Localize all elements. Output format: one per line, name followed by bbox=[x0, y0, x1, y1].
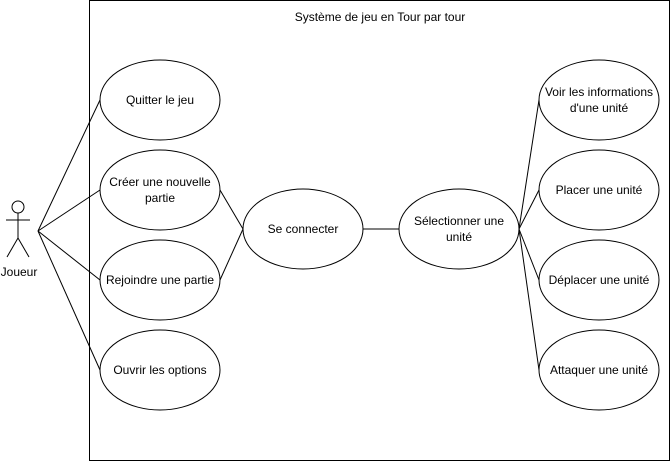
stick-figure-icon bbox=[6, 201, 30, 257]
use-case-attaquer-label-line: Attaquer une unité bbox=[549, 363, 649, 377]
use-case-deplacer-label-line: Déplacer une unité bbox=[548, 273, 650, 287]
use-case-rejoindre-label-line: Rejoindre une partie bbox=[105, 273, 215, 287]
use-case-deplacer-label bbox=[549, 273, 650, 287]
use-case-options-label bbox=[113, 363, 206, 377]
actor-joueur[interactable] bbox=[1, 201, 38, 279]
use-case-voir[interactable] bbox=[539, 60, 659, 140]
actor-label: Joueur bbox=[0, 265, 38, 279]
use-case-quitter-label-line: Quitter le jeu bbox=[125, 93, 195, 107]
system-title: Système de jeu en Tour par tour bbox=[294, 10, 466, 24]
use-case-selectionner-label-line: Sélectionner une bbox=[413, 214, 505, 228]
use-case-voir-label-line: d'une unité bbox=[569, 101, 629, 115]
use-case-quitter[interactable] bbox=[100, 60, 220, 140]
use-case-quitter-label bbox=[126, 93, 194, 107]
use-case-selectionner-label-line: unité bbox=[445, 230, 473, 244]
use-case-attaquer[interactable] bbox=[539, 330, 659, 410]
use-case-selectionner[interactable] bbox=[399, 189, 519, 269]
use-case-placer[interactable] bbox=[539, 150, 659, 230]
use-case-connecter[interactable] bbox=[243, 189, 363, 269]
use-case-options-label-line: Ouvrir les options bbox=[113, 363, 207, 377]
use-case-creer-label-line: partie bbox=[144, 191, 176, 205]
use-case-connecter-label bbox=[268, 222, 339, 236]
use-case-voir-ellipse bbox=[539, 60, 659, 140]
use-case-placer-label-line: Placer une unité bbox=[555, 183, 643, 197]
use-case-placer-label bbox=[556, 183, 643, 197]
use-case-creer-ellipse bbox=[100, 150, 220, 230]
use-case-options[interactable] bbox=[100, 330, 220, 410]
use-case-creer-label-line: Créer une nouvelle bbox=[109, 175, 211, 189]
use-case-voir-label-line: Voir les informations bbox=[544, 85, 654, 99]
use-case-rejoindre[interactable] bbox=[100, 240, 220, 320]
use-case-creer[interactable] bbox=[100, 150, 220, 230]
use-case-rejoindre-label bbox=[106, 273, 214, 287]
use-case-connecter-label-line: Se connecter bbox=[267, 222, 339, 236]
use-case-selectionner-ellipse bbox=[399, 189, 519, 269]
use-case-deplacer[interactable] bbox=[539, 240, 659, 320]
use-case-attaquer-label bbox=[550, 363, 648, 377]
